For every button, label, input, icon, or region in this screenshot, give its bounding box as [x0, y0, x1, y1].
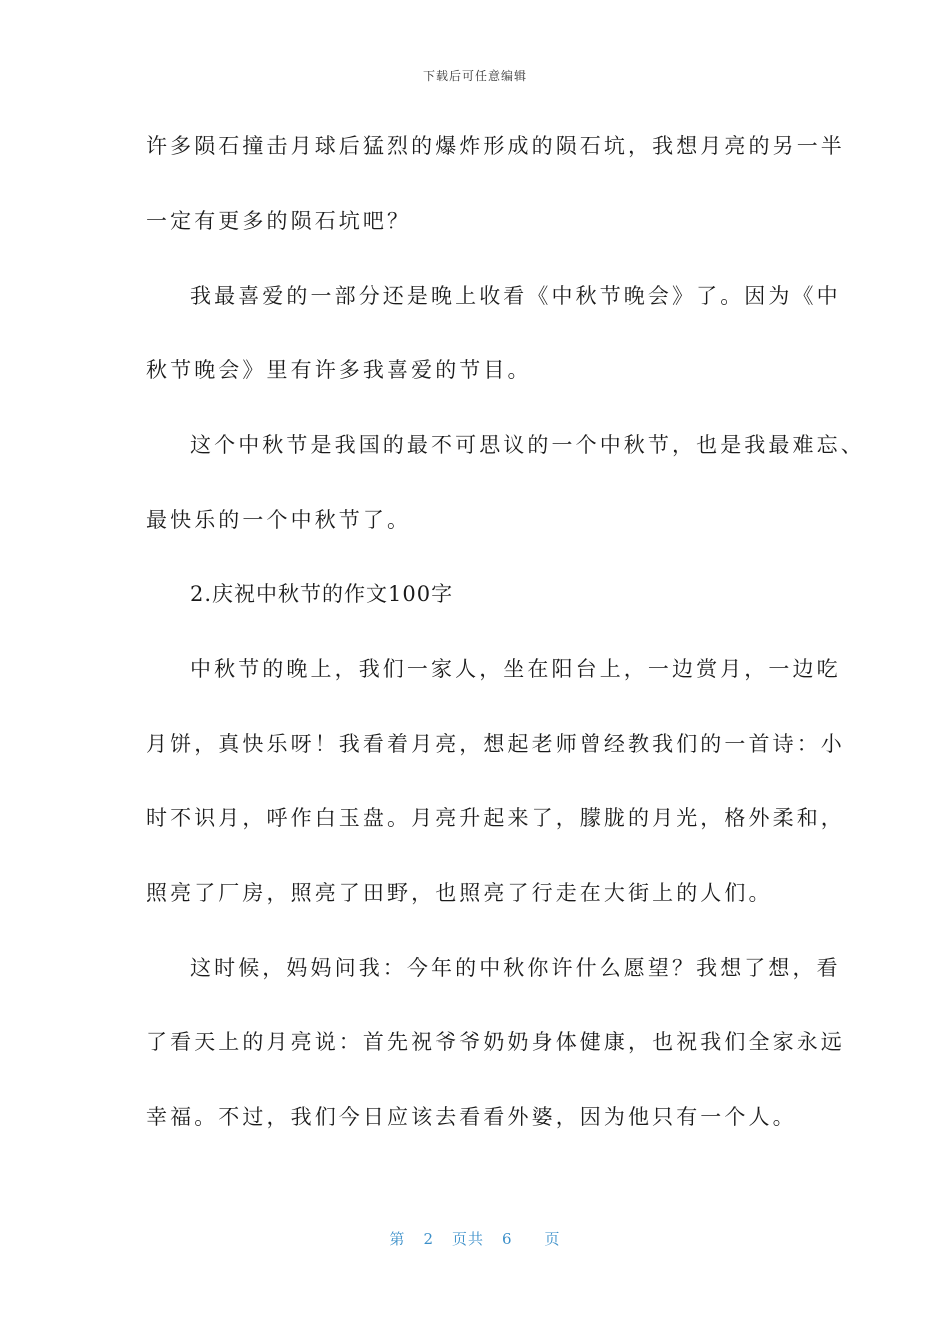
current-page-number: 2 [423, 1230, 434, 1248]
body-line: 月饼，真快乐呀！我看着月亮，想起老师曾经教我们的一首诗：小 [146, 732, 845, 756]
footer-prefix: 第 [389, 1230, 406, 1248]
body-line: 秋节晚会》里有许多我喜爱的节目。 [146, 358, 532, 382]
page-footer [0, 1228, 950, 1249]
total-page-number: 6 [502, 1230, 513, 1248]
body-line: 中秋节的晚上，我们一家人，坐在阳台上，一边赏月，一边吃 [190, 657, 841, 681]
body-line: 幸福。不过，我们今日应该去看看外婆，因为他只有一个人。 [146, 1105, 797, 1129]
body-line: 我最喜爱的一部分还是晚上收看《中秋节晚会》了。因为《中 [190, 284, 841, 308]
body-line: 这时候，妈妈问我：今年的中秋你许什么愿望？我想了想，看 [190, 956, 841, 980]
body-line: 最快乐的一个中秋节了。 [146, 508, 412, 532]
footer-middle: 页共 [451, 1230, 484, 1248]
body-line: 许多陨石撞击月球后猛烈的爆炸形成的陨石坑，我想月亮的另一半 [146, 134, 845, 158]
section-heading: 2.庆祝中秋节的作文100字 [190, 582, 454, 606]
footer-suffix: 页 [544, 1230, 561, 1248]
body-line: 这个中秋节是我国的最不可思议的一个中秋节，也是我最难忘、 [190, 433, 865, 457]
body-line: 照亮了厂房，照亮了田野，也照亮了行走在大街上的人们。 [146, 881, 773, 905]
body-line: 了看天上的月亮说：首先祝爷爷奶奶身体健康，也祝我们全家永远 [146, 1030, 845, 1054]
page-header-note: 下载后可任意编辑 [422, 69, 527, 83]
body-line: 时不识月，呼作白玉盘。月亮升起来了，朦胧的月光，格外柔和， [146, 806, 845, 830]
body-line: 一定有更多的陨石坑吧？ [146, 209, 412, 233]
